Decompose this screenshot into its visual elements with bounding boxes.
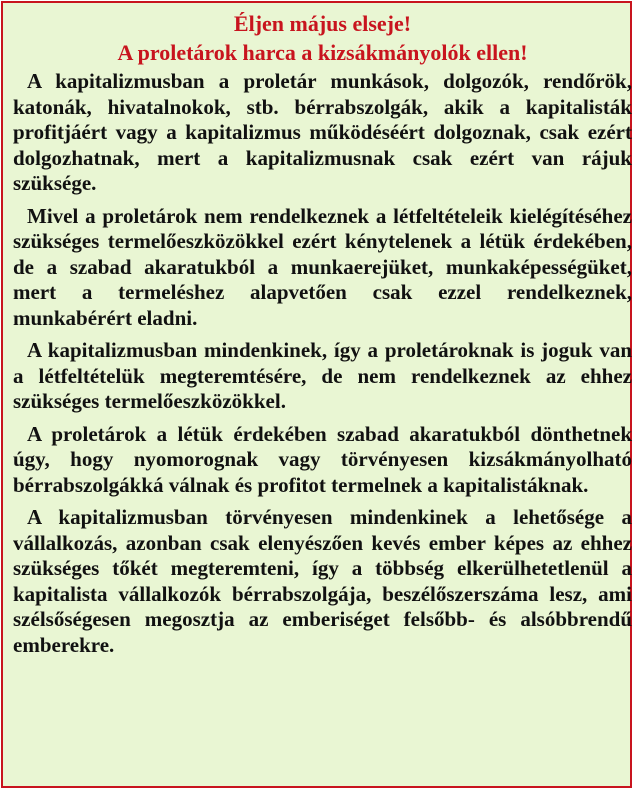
leaflet-content	[13, 9, 632, 658]
paragraph-1: A kapitalizmusban a proletár munkások, dolgozók, rendőrök, katonák, hivatalnokok, stb. bérrabszolgák, akik a kapitalisták profitjáért vagy a kapitalizmus működéséért dolgoznak, csak ezért dolgozhatnak, mert a kapitalizmusnak csak ezért van rájuk szüksége.	[13, 69, 632, 195]
paragraph-5: A kapitalizmusban törvényesen mindenkinek a lehetősége a vállalkozás, azonban csak elenyészően kevés ember képes az ehhez szükséges tőkét megteremteni, így a többség elkerülhetetlenül a kapitalista vállalkozók bérrabszolgája, beszélőszerszáma lesz, ami szélsőségesen megosztja az emberiséget felsőbb- és alsóbbrendű emberekre.	[13, 505, 632, 657]
paragraph-3: A kapitalizmusban mindenkinek, így a proletároknak is joguk van a létfeltételük megteremtésére, de nem rendelkeznek az ehhez szükséges termelőeszközökkel.	[13, 338, 632, 413]
paragraph-2: Mivel a proletárok nem rendelkeznek a létfeltételeik kielégítéséhez szükséges termelőeszközökkel ezért kénytelenek a létük érdekében, de a szabad akaratukból a munkaerejüket, munkaképességüket, mert a termeléshez alapvetően csak ezzel rendelkeznek, munkabérért eladni.	[13, 203, 632, 330]
title-line-1: Éljen május elseje!	[233, 11, 412, 36]
title-line-2: A proletárok harca a kizsákmányolók ellen!	[117, 40, 528, 65]
paragraph-4: A proletárok a létük érdekében szabad akaratukból dönthetnek úgy, hogy nyomorognak vagy törvényesen kizsákmányolható bérrabszolgákká válnak és profitot termelnek a kapitalistáknak.	[13, 421, 632, 497]
leaflet-frame	[1, 1, 632, 788]
